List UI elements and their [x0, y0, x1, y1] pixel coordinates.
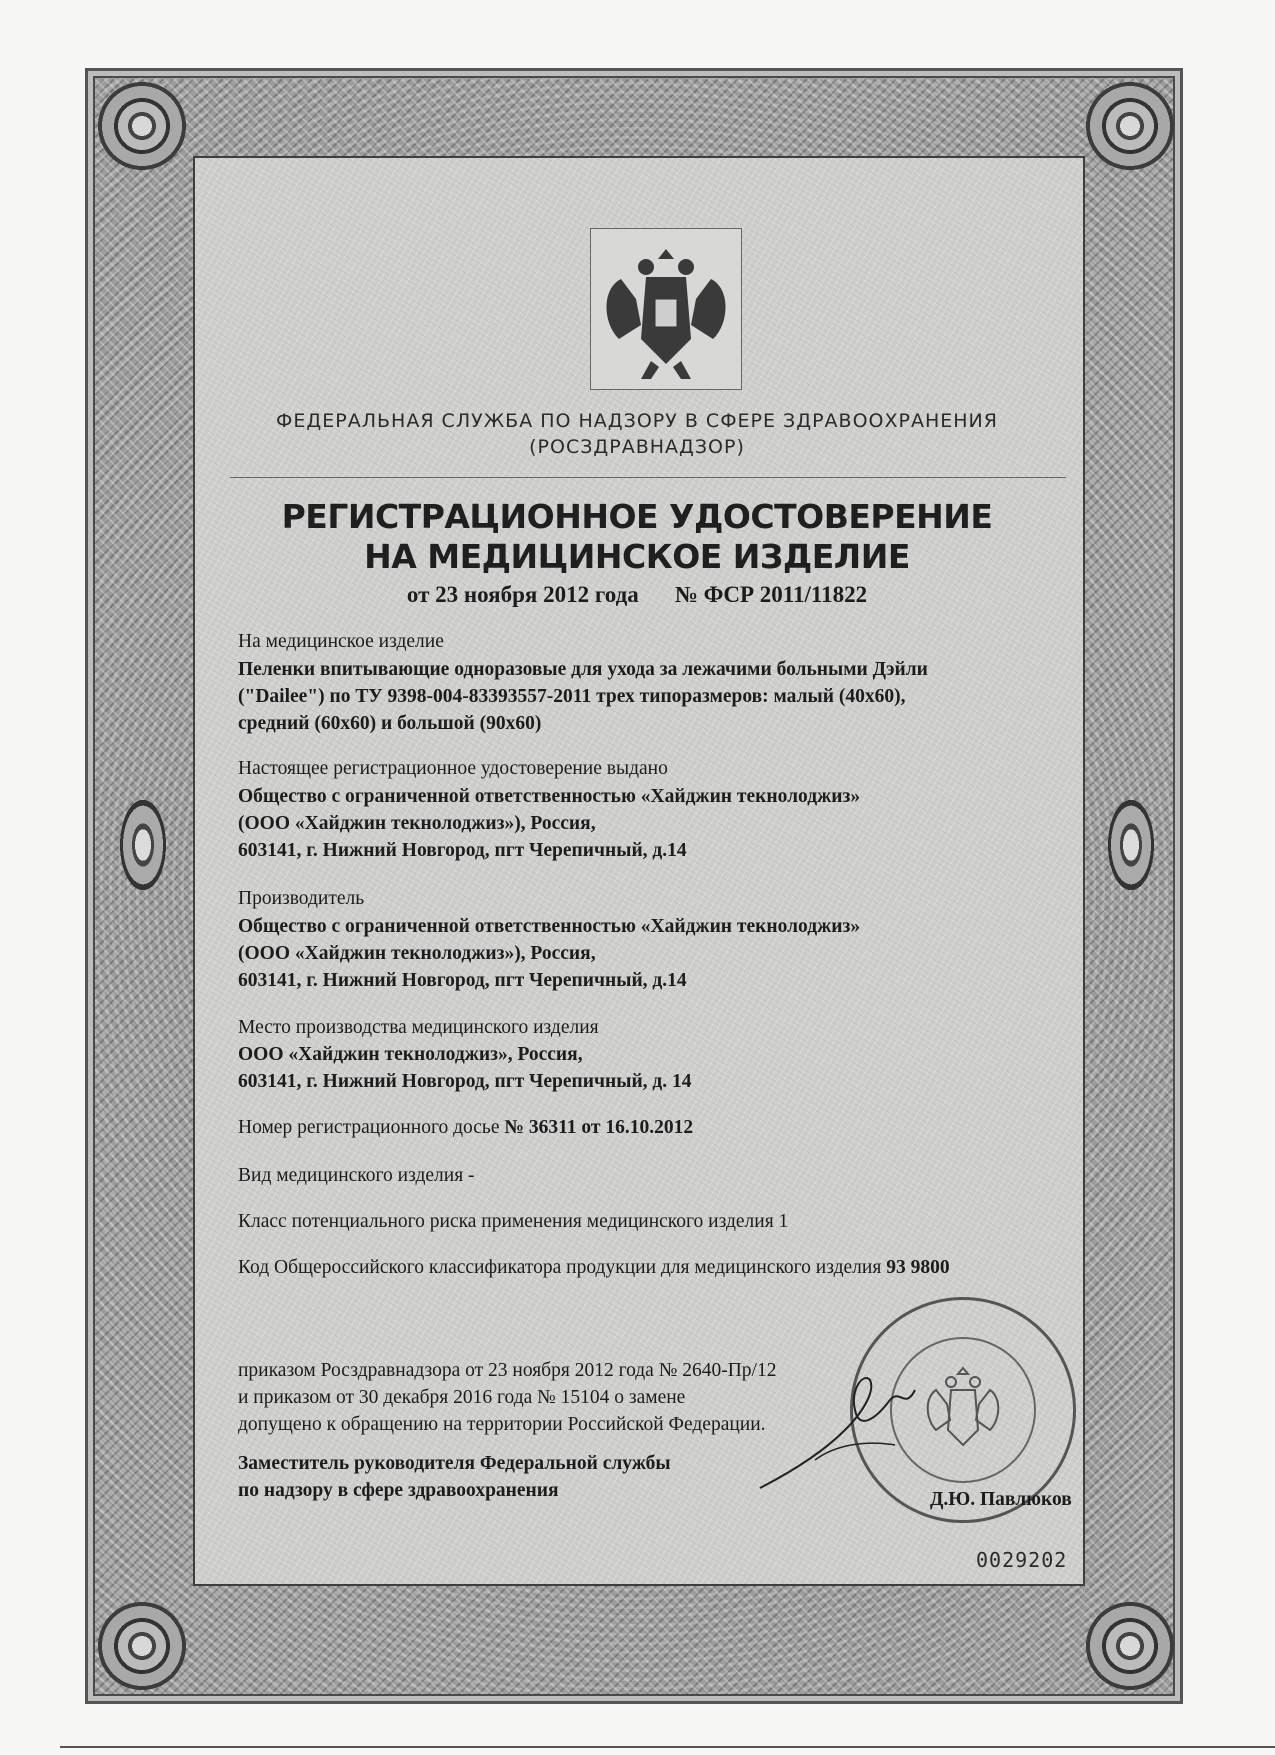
okp-code-label: Код Общероссийского классификатора продукции для медицинского изделия: [238, 1257, 882, 1278]
risk-class: [238, 1208, 788, 1235]
certificate-number: № ФСР 2011/11822: [674, 582, 868, 607]
signatory-position: Заместитель руководителя Федеральной службы: [238, 1453, 671, 1474]
scan-edge: [60, 1746, 1275, 1748]
production-site-line: 603141, г. Нижний Новгород, пгт Черепичный, д. 14: [238, 1071, 692, 1092]
manufacturer-line: 603141, г. Нижний Новгород, пгт Черепичный, д.14: [238, 970, 687, 991]
double-headed-eagle-icon: [591, 229, 741, 389]
coat-of-arms: [590, 228, 742, 390]
dossier-value: № 36311 от 16.10.2012: [504, 1117, 694, 1138]
dossier-number: [238, 1114, 693, 1141]
corner-ornament: [1084, 1600, 1176, 1692]
corner-ornament: [96, 80, 188, 172]
product-label: На медицинское изделие: [238, 631, 444, 652]
signatory-name: Д.Ю. Павлюков: [930, 1489, 1072, 1510]
handwritten-signature: [755, 1350, 935, 1500]
product-line: Пеленки впитывающие одноразовые для ухода за лежачими больными Дэйли: [238, 659, 928, 680]
signatory-position: по надзору в сфере здравоохранения: [238, 1480, 559, 1501]
side-ornament: [115, 790, 171, 900]
corner-ornament: [96, 1600, 188, 1692]
order-line: допущено к обращению на территории Российской Федерации.: [238, 1414, 766, 1435]
product-line: ("Dailee") по ТУ 9398-004-83393557-2011 трех типоразмеров: малый (40х60),: [238, 686, 906, 707]
production-site-label: Место производства медицинского изделия: [238, 1017, 599, 1038]
okp-code-value: 93 9800: [886, 1257, 950, 1278]
manufacturer-label: Производитель: [238, 888, 365, 909]
risk-class-value: 1: [778, 1211, 789, 1232]
issued-to-line: (ООО «Хайджин текнолоджиз»), Россия,: [238, 813, 596, 834]
issued-to-label: Настоящее регистрационное удостоверение выдано: [238, 758, 668, 779]
issue-date: от 23 ноября 2012 года: [406, 582, 639, 607]
order-line: и приказом от 30 декабря 2016 года № 15104 о замене: [238, 1387, 686, 1408]
date-and-number: [193, 582, 1081, 608]
document-subtitle: НА МЕДИЦИНСКОЕ ИЗДЕЛИЕ: [364, 537, 910, 576]
document-title: РЕГИСТРАЦИОННОЕ УДОСТОВЕРЕНИЕ: [281, 497, 993, 536]
manufacturer-line: (ООО «Хайджин текнолоджиз»), Россия,: [238, 943, 596, 964]
risk-class-label: Класс потенциального риска применения медицинского изделия: [238, 1211, 774, 1232]
device-kind: Вид медицинского изделия -: [238, 1165, 475, 1186]
agency-abbreviation: (РОСЗДРАВНАДЗОР): [529, 436, 745, 458]
product-line: средний (60х60) и большой (90х60): [238, 713, 542, 734]
okp-code: [238, 1254, 950, 1281]
issued-to-line: Общество с ограниченной ответственностью «Хайджин текнолоджиз»: [238, 786, 861, 807]
manufacturer-line: Общество с ограниченной ответственностью «Хайджин текнолоджиз»: [238, 916, 861, 937]
issued-to-line: 603141, г. Нижний Новгород, пгт Черепичный, д.14: [238, 840, 687, 861]
order-line: приказом Росздравнадзора от 23 ноября 2012 года № 2640-Пр/12: [238, 1360, 777, 1381]
corner-ornament: [1084, 80, 1176, 172]
production-site-line: ООО «Хайджин текнолоджиз», Россия,: [238, 1044, 583, 1065]
divider: [230, 477, 1066, 478]
side-ornament: [1103, 790, 1159, 900]
serial-number: 0029202: [976, 1548, 1068, 1572]
dossier-label: Номер регистрационного досье: [238, 1117, 500, 1138]
agency-name: ФЕДЕРАЛЬНАЯ СЛУЖБА ПО НАДЗОРУ В СФЕРЕ ЗДРАВООХРАНЕНИЯ: [276, 410, 998, 432]
